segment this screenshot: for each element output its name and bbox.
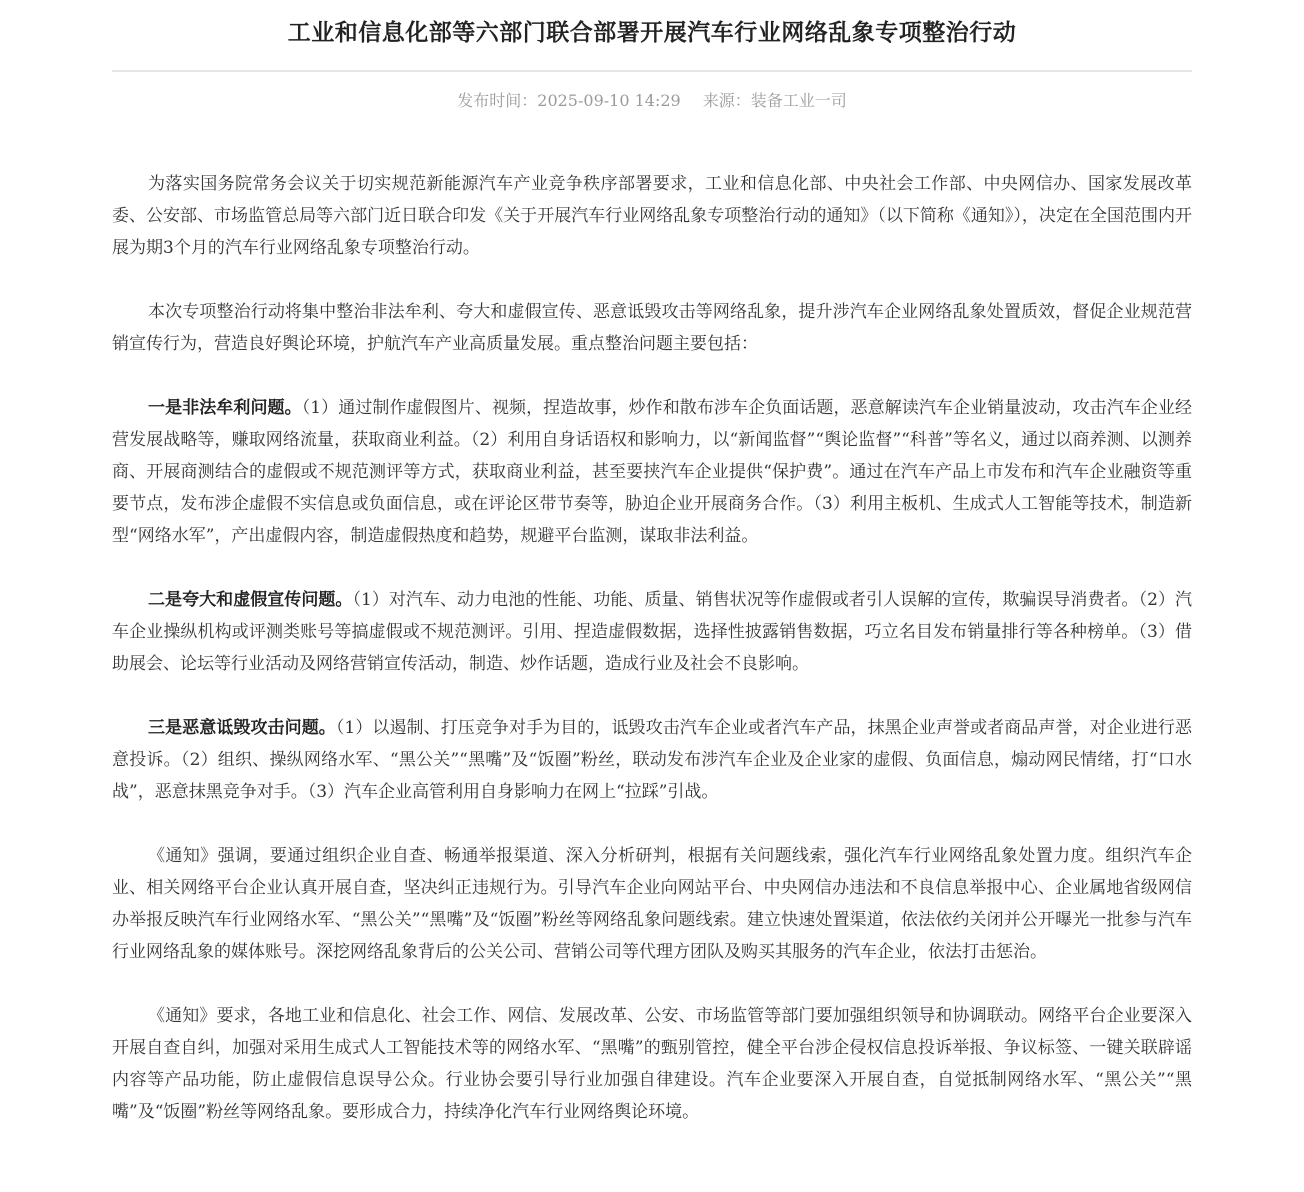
publish-time-label: 发布时间： xyxy=(457,91,538,110)
paragraph-text: （1）通过制作虚假图片、视频，捏造故事，炒作和散布涉车企负面话题，恶意解读汽车企业销量波动，攻击汽车企业经营发展战略等，赚取网络流量，获取商业利益。（2）利用自身话语权和影响力，以“新闻监督”“舆论监督”“科普”等名义，通过以商养测、以测养商、开展商测结合的虚假或不规范测评等方式，获取商业利益，甚至要挟汽车企业提供“保护费”。通过在汽车产品上市发布和汽车企业融资等重要节点，发布涉企虚假不实信息或负面信息，或在评论区带节奏等，胁迫企业开展商务合作。（3）利用主板机、生成式人工智能等技术，制造新型“网络水军”，产出虚假内容，制造虚假热度和趋势，规避平台监测，谋取非法利益。 xyxy=(112,398,1192,546)
paragraph-text: 为落实国务院常务会议关于切实规范新能源汽车产业竞争秩序部署要求，工业和信息化部、中央社会工作部、中央网信办、国家发展改革委、公安部、市场监管总局等六部门近日联合印发《关于开展汽车行业网络乱象专项整治行动的通知》（以下简称《通知》），决定在全国范围内开展为期3个月的汽车行业网络乱象专项整治行动。 xyxy=(112,174,1192,258)
article-title: 工业和信息化部等六部门联合部署开展汽车行业网络乱象专项整治行动 xyxy=(287,19,1017,46)
paragraph xyxy=(112,1000,1192,1128)
title-divider xyxy=(112,70,1192,72)
paragraph-text: 《通知》强调，要通过组织企业自查、畅通举报渠道、深入分析研判，根据有关问题线索，强化汽车行业网络乱象处置力度。组织汽车企业、相关网络平台企业认真开展自查，坚决纠正违规行为。引导汽车企业向网站平台、中央网信办违法和不良信息举报中心、企业属地省级网信办举报反映汽车行业网络水军、“黑公关”“黑嘴”及“饭圈”粉丝等网络乱象问题线索。建立快速处置渠道，依法依约关闭并公开曝光一批参与汽车行业网络乱象的媒体账号。深挖网络乱象背后的公关公司、营销公司等代理方团队及购买其服务的汽车企业，依法打击惩治。 xyxy=(112,846,1192,962)
paragraph xyxy=(112,584,1192,680)
paragraph-text: （1）对汽车、动力电池的性能、功能、质量、销售状况等作虚假或者引人误解的宣传，欺骗误导消费者。（2）汽车企业操纵机构或评测类账号等搞虚假或不规范测评。引用、捏造虚假数据，选择性披露销售数据，巧立名目发布销量排行等各种榜单。（3）借助展会、论坛等行业活动及网络营销宣传活动，制造、炒作话题，造成行业及社会不良影响。 xyxy=(112,590,1193,674)
paragraph-lead: 三是恶意诋毁攻击问题。 xyxy=(148,718,336,738)
paragraph-text: 本次专项整治行动将集中整治非法牟利、夸大和虚假宣传、恶意诋毁攻击等网络乱象，提升涉汽车企业网络乱象处置质效，督促企业规范营销宣传行为，营造良好舆论环境，护航汽车产业高质量发展。重点整治问题主要包括： xyxy=(112,302,1192,354)
paragraph xyxy=(112,168,1192,264)
paragraph-text: （1）以遏制、打压竞争对手为目的，诋毁攻击汽车企业或者汽车产品，抹黑企业声誉或者商品声誉，对企业进行恶意投诉。（2）组织、操纵网络水军、“黑公关”“黑嘴”及“饭圈”粉丝，联动发布涉汽车企业及企业家的虚假、负面信息，煽动网民情绪，打“口水战”，恶意抹黑竞争对手。（3）汽车企业高管利用自身影响力在网上“拉踩”引战。 xyxy=(112,718,1192,802)
source: 装备工业一司 xyxy=(750,91,847,110)
paragraph-lead: 二是夸大和虚假宣传问题。 xyxy=(148,590,353,610)
paragraph xyxy=(112,712,1192,808)
paragraph xyxy=(112,392,1192,552)
article xyxy=(112,0,1192,1128)
paragraph-text: 《通知》要求，各地工业和信息化、社会工作、网信、发展改革、公安、市场监管等部门要加强组织领导和协调联动。网络平台企业要深入开展自查自纠，加强对采用生成式人工智能技术等的网络水军、“黑嘴”的甄别管控，健全平台涉企侵权信息投诉举报、争议标签、一键关联辟谣内容等产品功能，防止虚假信息误导公众。行业协会要引导行业加强自律建设。汽车企业要深入开展自查，自觉抵制网络水军、“黑公关”“黑嘴”及“饭圈”粉丝等网络乱象。要形成合力，持续净化汽车行业网络舆论环境。 xyxy=(112,1006,1192,1122)
article-meta xyxy=(112,90,1192,112)
paragraph-lead: 一是非法牟利问题。 xyxy=(148,398,302,418)
source-label: 来源： xyxy=(702,91,751,110)
paragraph xyxy=(112,840,1192,968)
publish-time: 2025-09-10 14:29 xyxy=(537,91,681,110)
article-body xyxy=(112,168,1192,1128)
paragraph xyxy=(112,296,1192,360)
